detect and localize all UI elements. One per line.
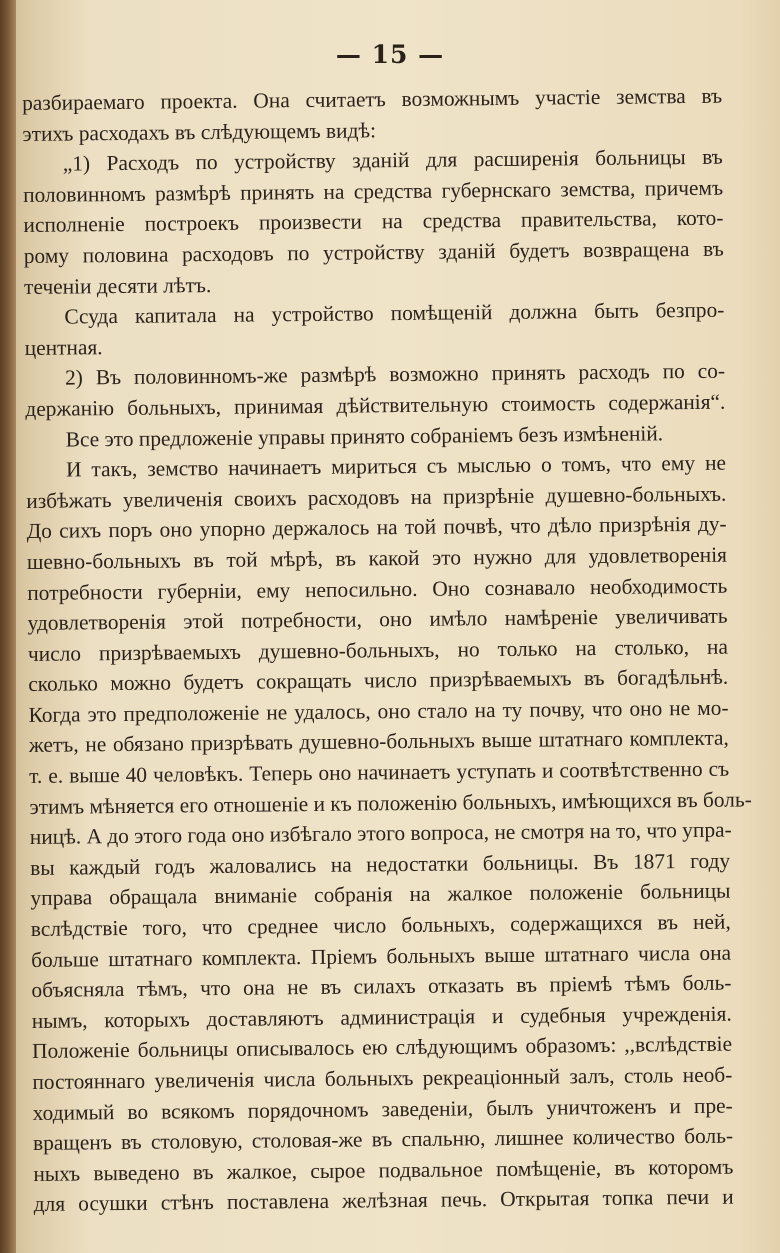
text-line: этихъ расходахъ въ слѣдующемъ видѣ: [22,117,377,146]
text-line: ходимый во всякомъ порядочномъ заведеніи, былъ уничтоженъ и пре- [32,1093,733,1125]
text-line: Все это предложеніе управы принято собраніемъ безъ измѣненій. [65,420,664,452]
text-line: „1) Расходъ по устройству зданій для расширенія больницы въ [62,144,723,176]
text-line: т. е. выше 40 человѣкъ. Теперь оно начинаетъ уступать и соотвѣтственно съ [29,756,730,789]
text-line: рому половина расходовъ по устройству зданій будетъ возвращена въ [23,236,724,268]
text-line: потребности губерніи, ему непосильно. Оно сознавало необходимость [27,573,728,605]
text-line: исполненіе построекъ произвести на средства правительства, кото- [23,206,724,238]
text-line: удовлетворенія этой потребности, оно имѣло намѣреніе увеличивать [27,603,728,636]
text-line: нымъ, которыхъ доставляютъ администрація и судебныя учрежденія. [31,1001,732,1033]
text-line: держанію больныхъ, принимая дѣйствительную стоимость содержанія“. [25,389,726,421]
text-line: вращенъ въ столовую, столовая-же въ спальню, лишнее количество боль- [32,1123,734,1156]
page-number: — 15 — [335,40,445,69]
text-line: вы каждый годъ жаловались на недостатки больницы. Въ 1871 году [30,848,731,880]
text-line: число призрѣваемыхъ душевно-больныхъ, но только на столько, на [27,634,729,666]
text-line: управа обращала вниманіе собранія на жалкое положеніе больницы [30,879,731,911]
text-line: Когда это предположеніе не удалось, оно стало на ту почву, что оно не мо- [28,695,729,727]
text-line: жетъ, не обязано призрѣвать душевно-больныхъ выше штатнаго комплекта, [28,726,729,758]
text-line: для осушки стѣнъ поставлена желѣзная печь. Открытая топка печи и [33,1184,734,1217]
text-line: ницѣ. А до этого года оно избѣгало этого вопроса, не смотря на то, что упра- [29,817,732,850]
text-line: До сихъ поръ оно упорно держалось на той почвѣ, что дѣло призрѣнія ду- [26,511,727,544]
text-line: теченіи десяти лѣтъ. [23,272,212,299]
text-line: вслѣдствіе того, что среднее число больныхъ, содержащихся въ ней, [30,909,731,941]
text-line: постояннаго увеличенія числа больныхъ рекреаціонный залъ, столь необ- [32,1062,733,1094]
text-line: объясняла тѣмъ, что она не въ силахъ отказать въ пріемѣ тѣмъ боль- [31,970,732,1003]
body-text [22,81,752,1220]
text-line: шевно-больныхъ въ той мѣрѣ, въ какой это нужно для удовлетворенія [26,542,728,574]
text-line: разбираемаго проекта. Она считаетъ возможнымъ участіе земства въ [22,83,723,115]
text-line: избѣжать увеличенія своихъ расходовъ на призрѣніе душевно-больныхъ. [26,481,727,513]
text-line: центная. [24,334,103,360]
text-line: Ссуда капитала на устройство помѣщеній должна быть безпро- [64,297,725,329]
text-line: 2) Въ половинномъ-же размѣрѣ возможно принять расходъ по со- [64,358,726,390]
text-line: больше штатнаго комплекта. Пріемъ больныхъ выше штатнаго числа она [31,940,732,972]
text-line: ныхъ выведено въ жалкое, сырое подвальное помѣщеніе, въ которомъ [33,1154,734,1186]
book-binding-edge [0,0,16,1253]
text-line: сколько можно будетъ сокращать число призрѣваемыхъ въ богадѣльнѣ. [28,664,729,697]
text-line: Положеніе больницы описывалось ею слѣдующимъ образомъ: ,,вслѣдствіе [31,1032,733,1064]
text-line: И такъ, земство начинаетъ мириться съ мыслью о томъ, что ему не [65,450,727,482]
text-line: половинномъ размѣрѣ принять на средства губернскаго земства, причемъ [22,175,724,207]
text-line: этимъ мѣняется его отношеніе и къ положенію больныхъ, имѣющихся въ боль- [29,787,752,819]
